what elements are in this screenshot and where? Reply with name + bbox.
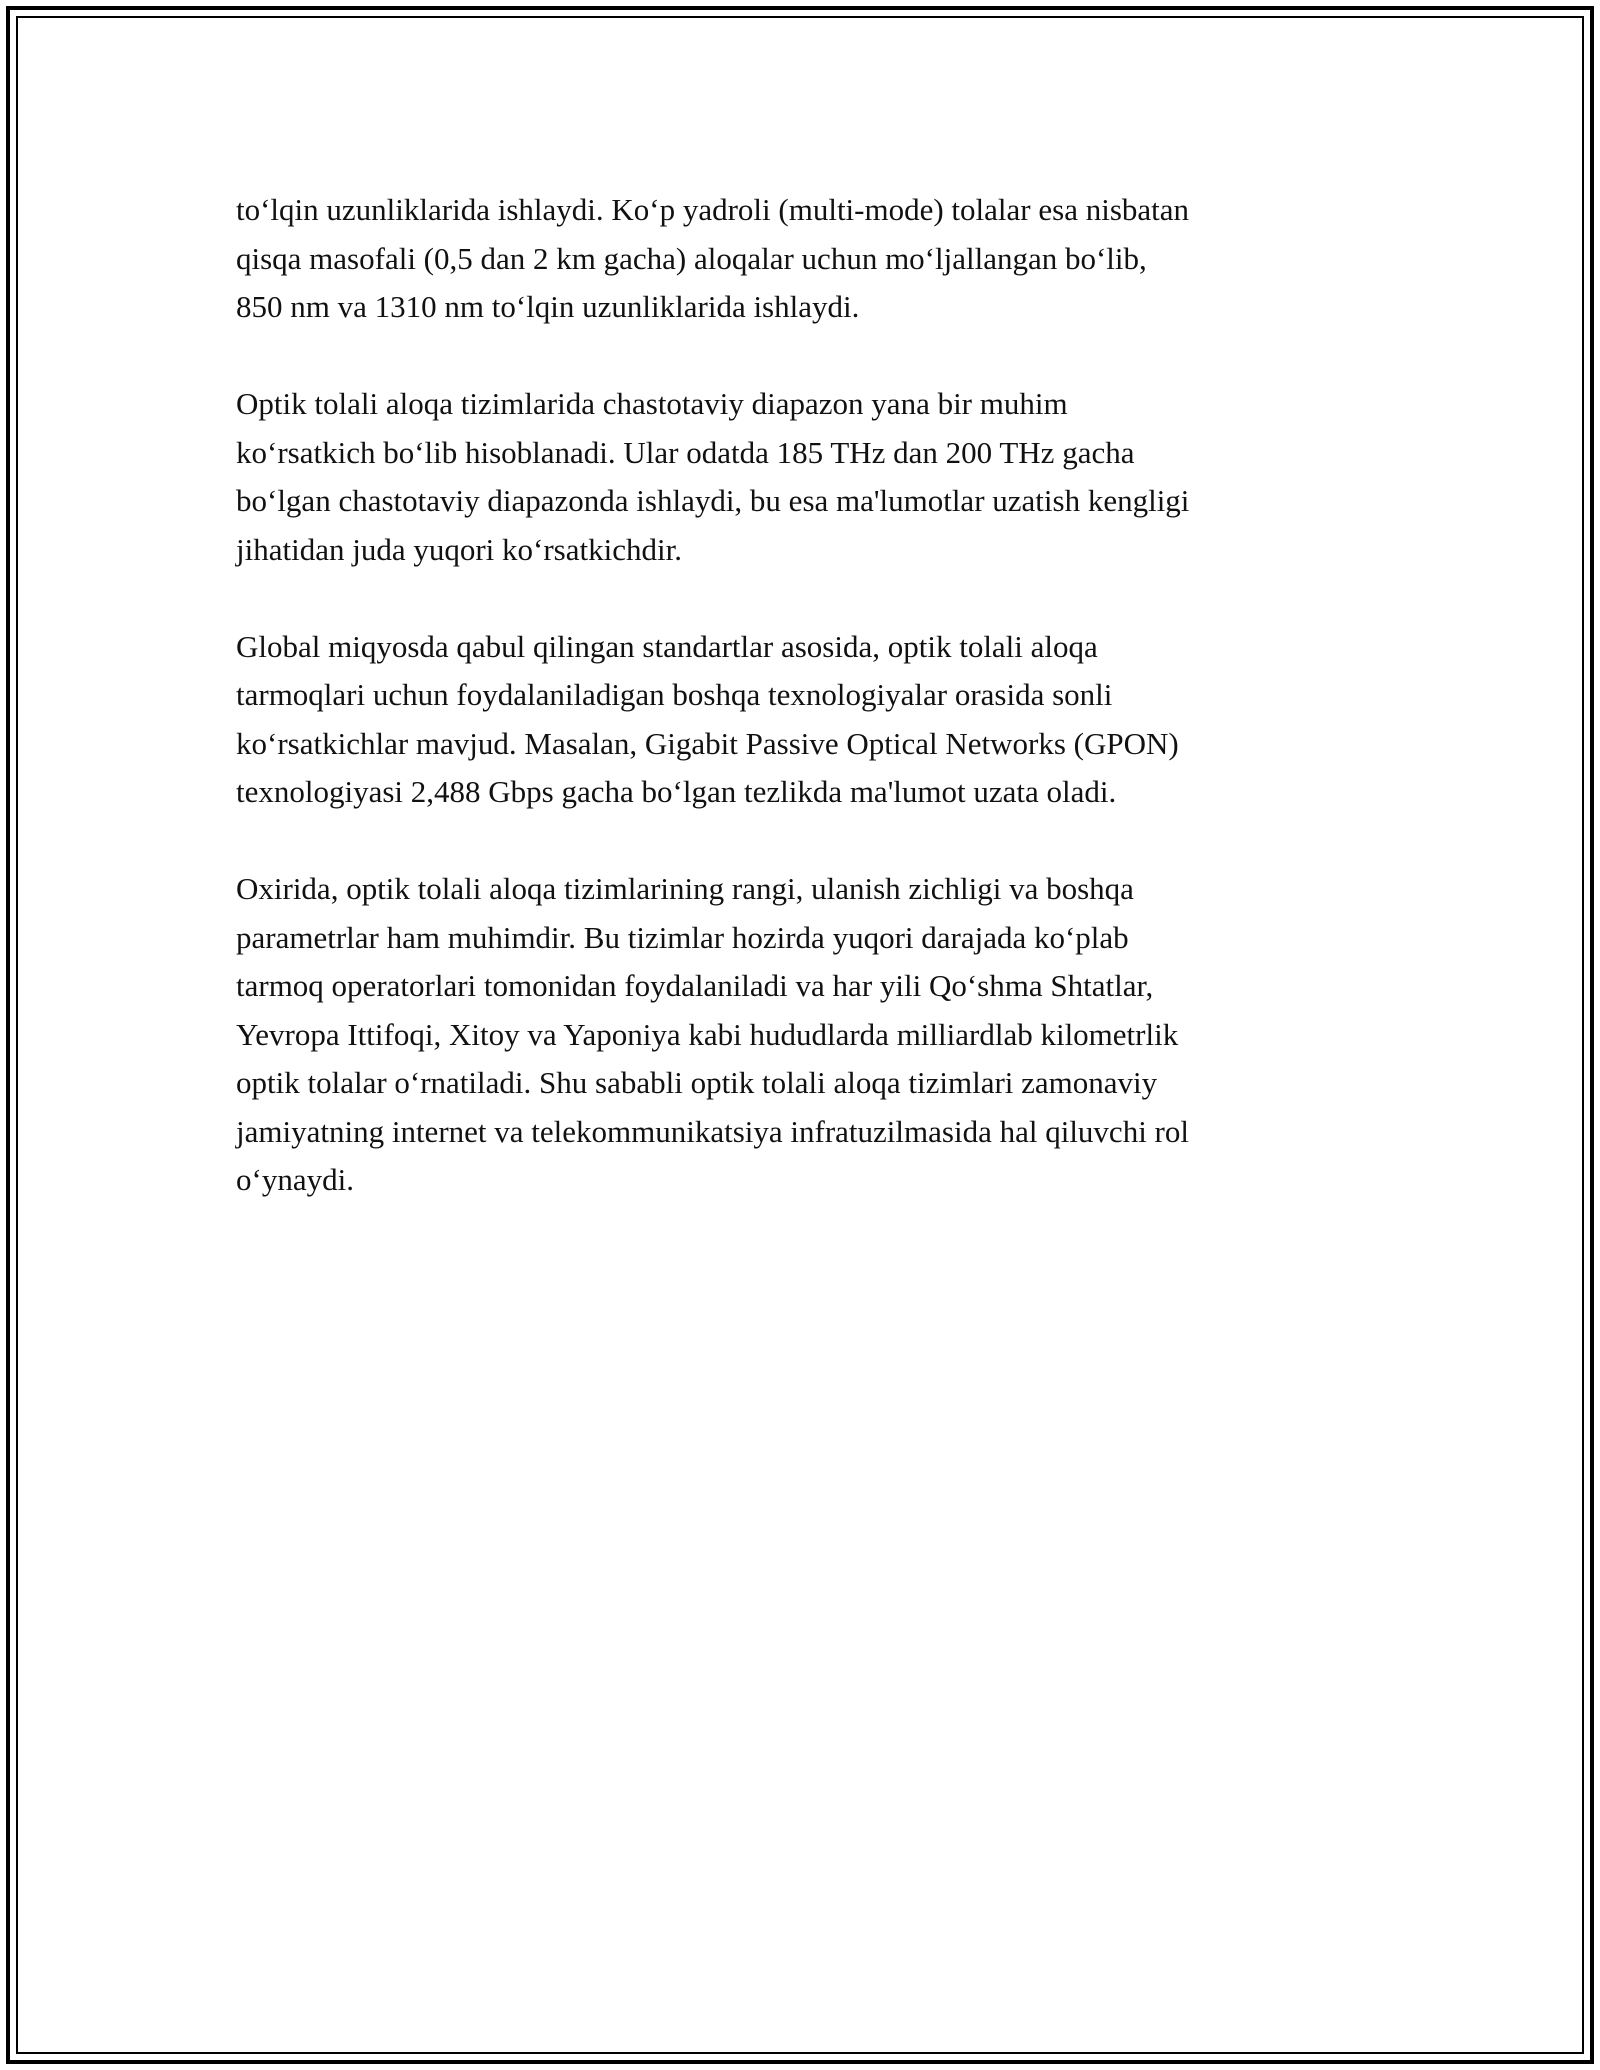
text-line: tarmoq operatorlari tomonidan foydalaniladi va har yili Qo‘shma Shtatlar, [236, 968, 1154, 1003]
text-line: texnologiyasi 2,488 Gbps gacha bo‘lgan tezlikda ma'lumot uzata oladi. [236, 774, 1117, 809]
text-line: jamiyatning internet va telekommunikatsiya infratuzilmasida hal qiluvchi rol [236, 1113, 1189, 1149]
text-line: Global miqyosda qabul qilingan standartlar asosida, optik tolali aloqa [236, 628, 1098, 664]
text-line: optik tolalar o‘rnatiladi. Shu sababli optik tolali aloqa tizimlari zamonaviy [236, 1065, 1158, 1100]
text-line: qisqa masofali (0,5 dan 2 km gacha) aloqalar uchun mo‘ljallangan bo‘lib, [236, 240, 1147, 276]
paragraph-gpon [236, 623, 1371, 817]
text-line: ko‘rsatkich bo‘lib hisoblanadi. Ular odatda 185 THz dan 200 THz gacha [236, 434, 1135, 470]
document-body [236, 186, 1371, 1253]
text-line: Oxirida, optik tolali aloqa tizimlarining rangi, ulanish zichligi va boshqa [236, 871, 1134, 906]
text-line: o‘ynaydi. [236, 1162, 354, 1197]
paragraph-wavelengths [236, 186, 1371, 332]
text-line: to‘lqin uzunliklarida ishlaydi. Ko‘p yadroli (multi-mode) tolalar esa nisbatan [236, 192, 1190, 227]
paragraph-conclusion [236, 865, 1371, 1205]
text-line: bo‘lgan chastotaviy diapazonda ishlaydi, bu esa ma'lumotlar uzatish kengligi [236, 483, 1190, 518]
paragraph-frequency-range [236, 380, 1371, 574]
text-line: ko‘rsatkichlar mavjud. Masalan, Gigabit Passive Optical Networks (GPON) [236, 725, 1179, 761]
text-line: tarmoqlari uchun foydalaniladigan boshqa texnologiyalar orasida sonli [236, 677, 1113, 712]
text-line: Yevropa Ittifoqi, Xitoy va Yaponiya kabi hududlarda milliardlab kilometrlik [236, 1016, 1179, 1052]
text-line: parametrlar ham muhimdir. Bu tizimlar hozirda yuqori darajada ko‘plab [236, 919, 1129, 955]
text-line: Optik tolali aloqa tizimlarida chastotaviy diapazon yana bir muhim [236, 386, 1068, 421]
text-line: 850 nm va 1310 nm to‘lqin uzunliklarida ishlaydi. [236, 289, 860, 324]
text-line: jihatidan juda yuqori ko‘rsatkichdir. [236, 531, 682, 567]
